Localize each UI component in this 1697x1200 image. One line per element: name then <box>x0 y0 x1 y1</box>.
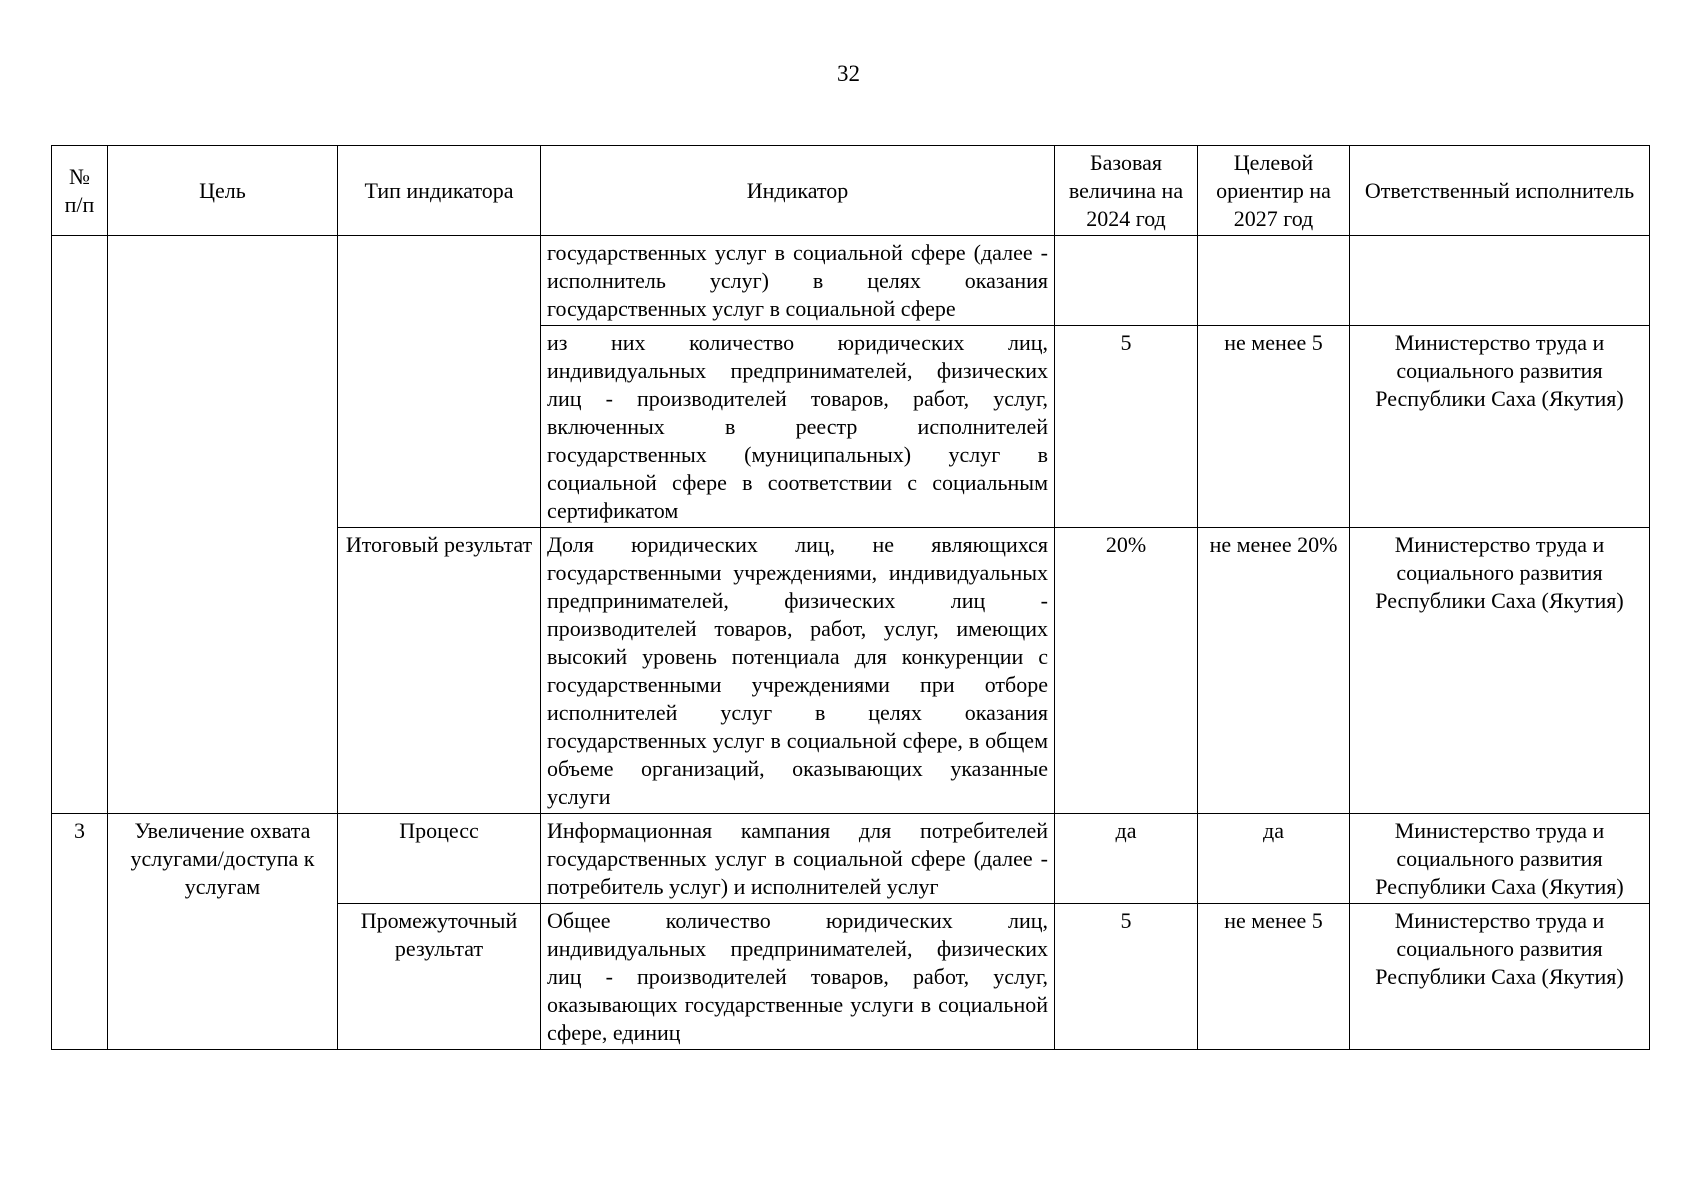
cell-target-value <box>1198 236 1350 326</box>
cell-indicator-type: Промежуточный результат <box>338 904 541 1050</box>
cell-indicator: Доля юридических лиц, не являющихся государственными учреждениями, индивидуальных предпринимателей, физических лиц - производителей товаров, работ, услуг, имеющих высокий уровень потенциала для конкуренции с государственными учреждениями при отборе исполнителей услуг в целях оказания государственных услуг в социальной сфере, в общем объеме организаций, оказывающих указанные услуги <box>541 528 1055 814</box>
page-number: 32 <box>837 61 860 86</box>
cell-num: 3 <box>52 814 108 1050</box>
cell-indicator-type <box>338 236 541 528</box>
cell-goal <box>108 236 338 814</box>
table-row <box>52 814 1650 904</box>
indicators-table <box>51 145 1650 1050</box>
cell-indicator-type: Процесс <box>338 814 541 904</box>
cell-num <box>52 236 108 814</box>
cell-indicator: Общее количество юридических лиц, индивидуальных предпринимателей, физических лиц - производителей товаров, работ, услуг, оказывающих государственные услуги в социальной сфере, единиц <box>541 904 1055 1050</box>
cell-base-value: 5 <box>1055 326 1198 528</box>
cell-indicator: Информационная кампания для потребителей государственных услуг в социальной сфере (далее - потребитель услуг) и исполнителей услуг <box>541 814 1055 904</box>
header-row <box>52 146 1650 236</box>
header-goal: Цель <box>108 146 338 236</box>
cell-base-value: 20% <box>1055 528 1198 814</box>
header-indicator: Индикатор <box>541 146 1055 236</box>
cell-responsible <box>1350 236 1650 326</box>
cell-goal: Увеличение охвата услугами/доступа к услугам <box>108 814 338 1050</box>
cell-target-value: не менее 20% <box>1198 528 1350 814</box>
cell-base-value: 5 <box>1055 904 1198 1050</box>
cell-indicator: из них количество юридических лиц, индивидуальных предпринимателей, физических лиц - производителей товаров, работ, услуг, включенных в реестр исполнителей государственных (муниципальных) услуг в социальной сфере в соответствии с социальным сертификатом <box>541 326 1055 528</box>
header-responsible: Ответственный исполнитель <box>1350 146 1650 236</box>
cell-responsible: Министерство труда и социального развития Республики Саха (Якутия) <box>1350 326 1650 528</box>
header-target-value: Целевой ориентир на 2027 год <box>1198 146 1350 236</box>
header-base-value: Базовая величина на 2024 год <box>1055 146 1198 236</box>
cell-target-value: да <box>1198 814 1350 904</box>
cell-indicator: государственных услуг в социальной сфере (далее - исполнитель услуг) в целях оказания государственных услуг в социальной сфере <box>541 236 1055 326</box>
cell-indicator-type: Итоговый результат <box>338 528 541 814</box>
cell-target-value: не менее 5 <box>1198 326 1350 528</box>
cell-responsible: Министерство труда и социального развития Республики Саха (Якутия) <box>1350 904 1650 1050</box>
header-indicator-type: Тип индикатора <box>338 146 541 236</box>
cell-base-value: да <box>1055 814 1198 904</box>
cell-base-value <box>1055 236 1198 326</box>
header-num: № п/п <box>52 146 108 236</box>
table-row <box>52 236 1650 326</box>
table-body <box>52 236 1650 1050</box>
cell-responsible: Министерство труда и социального развития Республики Саха (Якутия) <box>1350 814 1650 904</box>
cell-responsible: Министерство труда и социального развития Республики Саха (Якутия) <box>1350 528 1650 814</box>
cell-target-value: не менее 5 <box>1198 904 1350 1050</box>
table-header <box>52 146 1650 236</box>
